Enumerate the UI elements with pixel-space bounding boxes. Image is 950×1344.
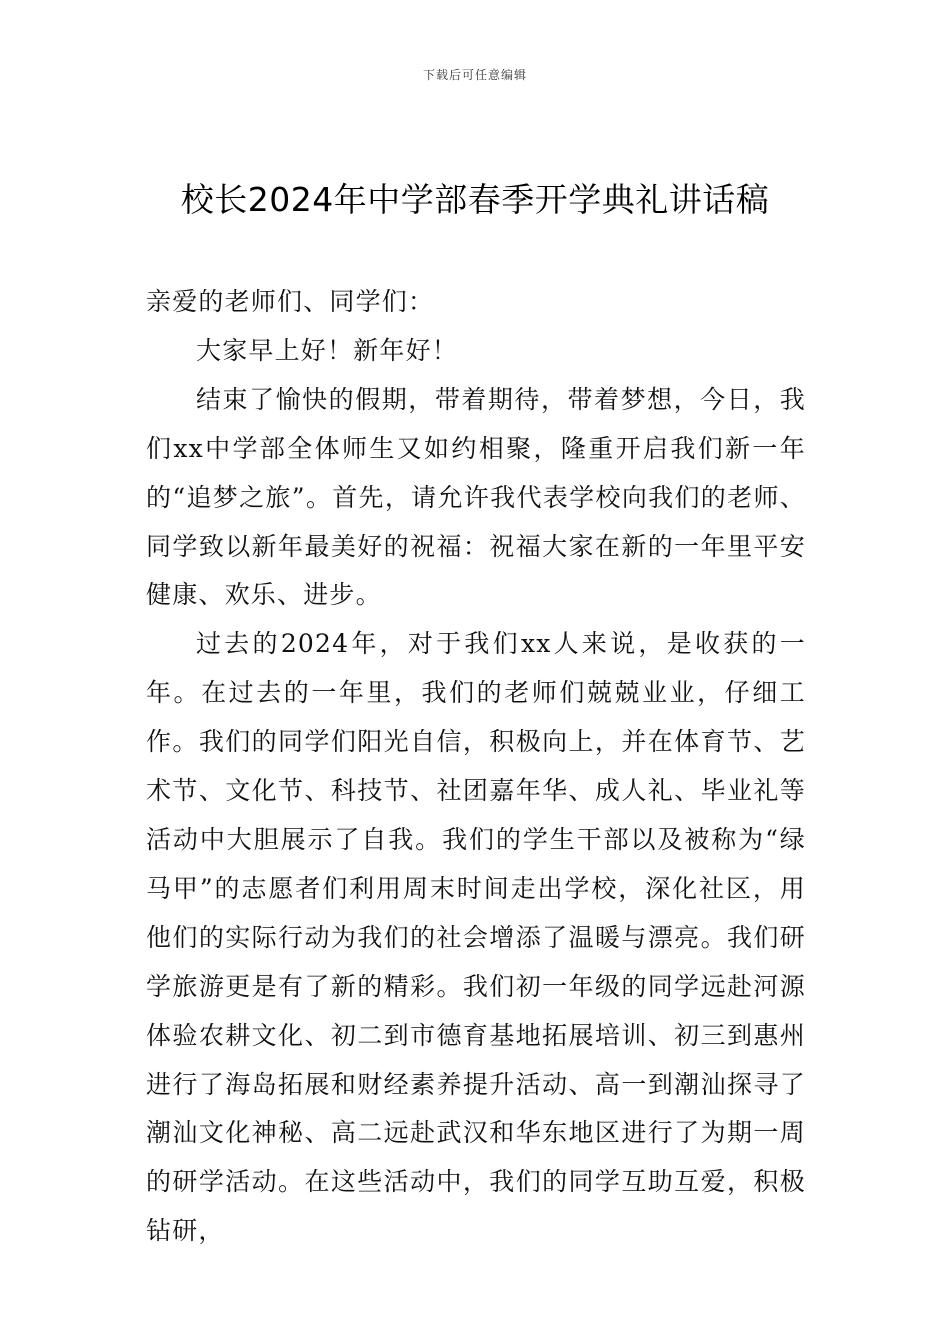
document-title: 校长2024年中学部春季开学典礼讲话稿 bbox=[180, 180, 770, 219]
document-body bbox=[146, 278, 806, 1256]
header-note: 下载后可任意编辑 bbox=[422, 68, 527, 82]
paragraph-opening: 结束了愉快的假期，带着期待，带着梦想，今日，我们xx中学部全体师生又如约相聚，隆重开启我们新一年的“追梦之旅”。首先，请允许我代表学校向我们的老师、同学致以新年最美好的祝福：祝福大家在新的一年里平安健康、欢乐、进步。 bbox=[146, 384, 806, 610]
salutation: 亲爱的老师们、同学们： bbox=[146, 287, 435, 316]
paragraph-greeting: 大家早上好！新年好！ bbox=[196, 335, 459, 365]
paragraph-review: 过去的2024年，对于我们xx人来说，是收获的一年。在过去的一年里，我们的老师们兢兢业业，仔细工作。我们的同学们阳光自信，积极向上，并在体育节、艺术节、文化节、科技节、社团嘉年华、成人礼、毕业礼等活动中大胆展示了自我。我们的学生干部以及被称为“绿马甲”的志愿者们利用周末时间走出学校，深化社区，用他们的实际行动为我们的社会增添了温暖与漂亮。我们研学旅游更是有了新的精彩。我们初一年级的同学远赴河源体验农耕文化、初二到市德育基地拓展培训、初三到惠州进行了海岛拓展和财经素养提升活动、高一到潮汕探寻了潮汕文化神秘、高二远赴武汉和华东地区进行了为期一周的研学活动。在这些活动中，我们的同学互助互爱，积极钻研， bbox=[146, 629, 806, 1246]
